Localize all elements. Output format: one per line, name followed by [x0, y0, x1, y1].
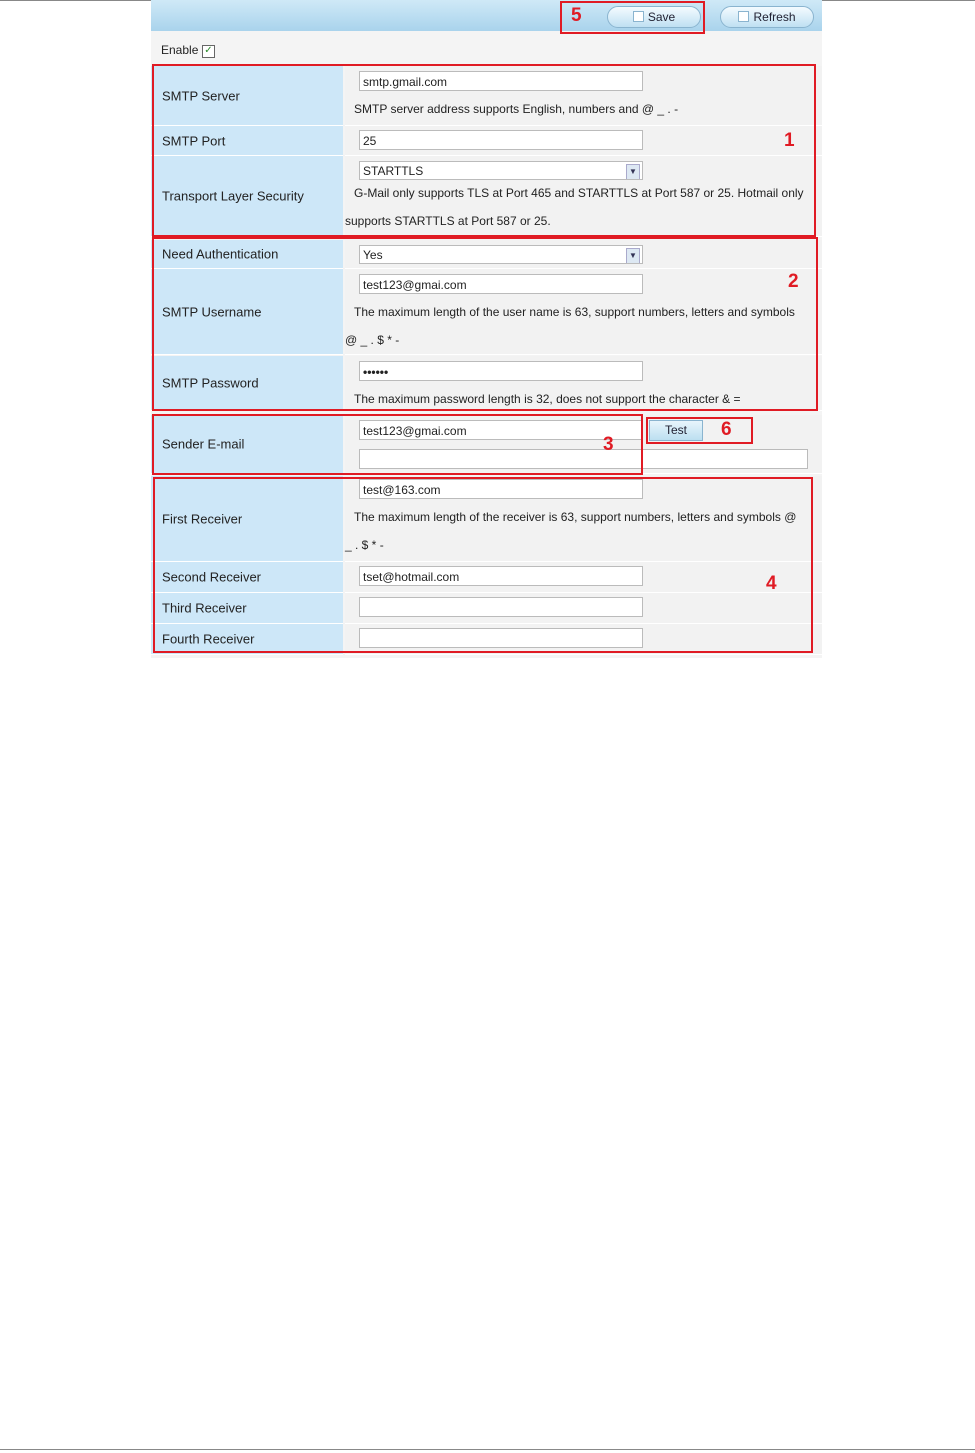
callout-box-6	[646, 417, 753, 444]
first-receiver-label: First Receiver	[162, 511, 243, 526]
smtp-server-input[interactable]: smtp.gmail.com	[359, 71, 643, 91]
smtp-password-label: SMTP Password	[162, 375, 259, 391]
smtp-username-hint-line1: The maximum length of the user name is 63, support numbers, letters and symbols	[354, 305, 795, 319]
first-receiver-hint-line1: The maximum length of the receiver is 63, support numbers, letters and symbols @	[354, 510, 797, 524]
smtp-port-label: SMTP Port	[162, 133, 226, 148]
callout-box-4	[153, 477, 813, 653]
bottom-rule	[0, 1449, 975, 1450]
need-auth-select[interactable]: Yes ▼	[359, 245, 643, 264]
save-button[interactable]: Save	[607, 6, 701, 28]
smtp-server-label: SMTP Server	[162, 88, 240, 103]
chevron-down-icon: ▼	[626, 248, 640, 264]
mail-settings-panel	[151, 0, 822, 658]
toolbar	[151, 0, 822, 31]
smtp-server-hint: SMTP server address supports English, numbers and @ _ . -	[354, 102, 679, 116]
smtp-password-input[interactable]: ••••••	[359, 361, 643, 381]
callout-number-5: 5	[571, 5, 582, 26]
enable-label: Enable	[161, 43, 199, 57]
callout-number-6: 6	[721, 419, 732, 440]
smtp-password-hint: The maximum password length is 32, does not support the character & =	[354, 392, 741, 406]
need-auth-label: Need Authentication	[162, 246, 279, 262]
callout-number-4: 4	[766, 573, 777, 594]
refresh-icon	[738, 11, 749, 22]
tls-select[interactable]: STARTTLS ▼	[359, 161, 643, 180]
callout-box-2	[152, 237, 818, 411]
sender-label: Sender E-mail	[162, 436, 245, 452]
callout-number-3: 3	[603, 434, 614, 455]
tls-hint-line2: supports STARTTLS at Port 587 or 25.	[345, 214, 551, 228]
tls-label: Transport Layer Security	[162, 188, 304, 204]
chevron-down-icon: ▼	[626, 164, 640, 180]
tls-hint-line1: G-Mail only supports TLS at Port 465 and STARTTLS at Port 587 or 25. Hotmail only	[354, 186, 804, 200]
callout-number-1: 1	[784, 130, 795, 151]
fourth-receiver-label: Fourth Receiver	[162, 631, 255, 647]
third-receiver-label: Third Receiver	[162, 600, 247, 616]
test-button[interactable]: Test	[649, 420, 703, 441]
sender-email-input[interactable]: test123@gmai.com	[359, 420, 643, 440]
smtp-username-label: SMTP Username	[162, 304, 262, 319]
enable-checkbox[interactable]: ✓	[202, 45, 215, 58]
smtp-username-input[interactable]: test123@gmai.com	[359, 274, 643, 294]
first-receiver-hint-line2: _ . $ * -	[345, 538, 384, 552]
callout-box-1	[152, 64, 816, 237]
callout-number-2: 2	[788, 271, 799, 292]
first-receiver-input[interactable]: test@163.com	[359, 479, 643, 499]
second-receiver-label: Second Receiver	[162, 569, 261, 585]
second-receiver-input[interactable]: tset@hotmail.com	[359, 566, 643, 586]
smtp-username-hint-line2: @ _ . $ * -	[345, 333, 400, 347]
refresh-button[interactable]: Refresh	[720, 6, 814, 28]
callout-box-3	[152, 414, 643, 475]
smtp-port-input[interactable]: 25	[359, 130, 643, 150]
